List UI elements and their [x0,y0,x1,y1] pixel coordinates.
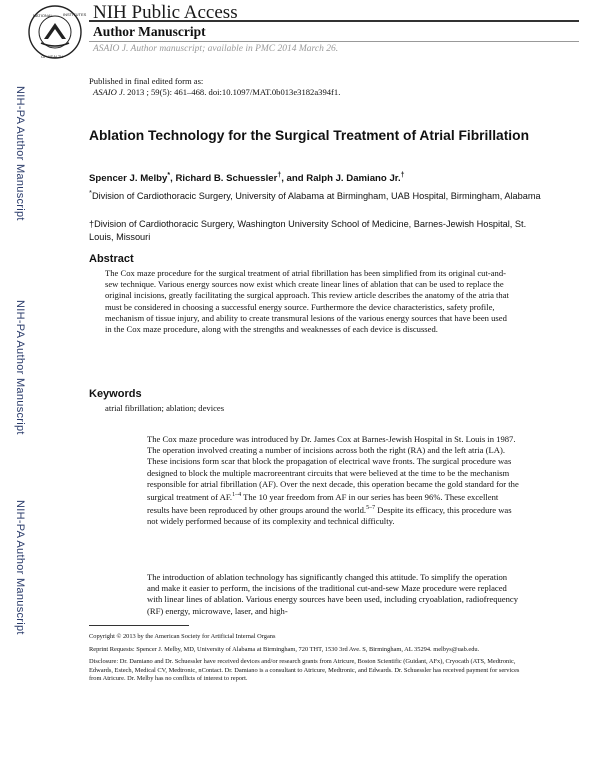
footnotes [89,633,529,688]
header-rule [89,41,579,42]
published-label: Published in final edited form as: [89,76,204,86]
side-label-bottom: NIH-PA Author Manuscript [14,500,26,635]
reference-link[interactable]: 5–7 [366,505,376,512]
svg-text:INSTITUTES: INSTITUTES [63,12,87,17]
affiliation-mark: † [89,219,95,229]
reprint-requests: Reprint Requests: Spencer J. Melby, MD, University of Alabama at Birmingham, 720 THT, 1530 3rd Ave. S, Birmingham, AL 35294. melbys@uab.edu. [89,645,480,653]
side-label-top: NIH-PA Author Manuscript [14,86,26,221]
abstract-text: The Cox maze procedure for the surgical treatment of atrial fibrillation has been simplified from its original cut-and-sew technique. Various energy sources now exist which create linear lines of ablation that can be used to replace the original incisions, greatly facilitating the surgical approach. This review article describes the anatomy of the atria that must be considered in choosing a successful energy source. Furthermore the device characteristics, safety profile, mechanism of tissue injury, and ability to create transmural lesions of the various energy sources that have been used in the Cox maze procedure, along with the strengths and weaknesses of each device is discussed. [105,268,509,335]
disclosure-note: Disclosure: Dr. Damiano and Dr. Schuessler have received devices and/or research grants from Atricure, Boston Scientific (Guidant, AFx), Cryocath (ATS, Medtronic, Edwards, Estech, Medical CV, Medtronic, nContact. Dr. Damiano is a consultant to Atricure, Medtronic, and Edwards. Dr. Schuessler has received payment for services from Atricure. Dr. Melby has no conflicts of interest to report. [89,658,520,682]
paragraph-text: The 10 year freedom from AF in our series has been 96%. These excellent results have been reproduced by other groups around the world. [147,491,499,515]
article-title: Ablation Technology for the Surgical Treatment of Atrial Fibrillation [89,128,529,143]
copyright-note: Copyright © 2013 by the American Society for Artificial Internal Organs [89,633,276,640]
side-label-middle: NIH-PA Author Manuscript [14,300,26,435]
nih-seal-logo [27,3,87,61]
footnote-rule [89,625,189,626]
svg-text:OF HEALTH: OF HEALTH [41,54,64,59]
body-paragraph-2: The introduction of ablation technology has significantly changed this attitude. To simplify the operation and make it easier to perform, the incisions of the traditional cut-and-sew Maze procedure were replaced with linear lines of ablation. Various energy sources have been used, including cryoablation, radiofrequency (RF) energy, microwave, laser, and high- [147,572,519,616]
nih-public-access-title: NIH Public Access [93,2,238,23]
abstract-heading: Abstract [89,253,134,265]
citation-details: . 2013 ; 59(5): 461–468. doi:10.1097/MAT.0b013e3182a394f1. [122,87,341,97]
keywords-heading: Keywords [89,388,142,400]
affiliation-text: Division of Cardiothoracic Surgery, Washington University School of Medicine, Barnes-Jewish Hospital, St. Louis, Missouri [89,219,527,242]
author-name: Spencer J. Melby [89,173,168,185]
author-mark: † [277,172,282,179]
affiliation-1 [89,186,549,203]
svg-text:NATIONAL: NATIONAL [33,13,53,18]
author-name: Ralph J. Damiano Jr. [306,173,401,185]
author-separator: , and [281,173,307,185]
affiliation-mark: * [89,188,92,197]
author-list [89,172,405,184]
journal-name: ASAIO J [93,87,123,97]
paragraph-text: The Cox maze procedure was introduced by Dr. James Cox at Barnes-Jewish Hospital in St. Louis in 1987. The operation involved creating a number of incisions across both the right (RA) and the left atria (LA). These incisions form scar that block the propagation of electrical wave fronts. The surgical procedure was designed to block the multiple macroreentrant circuits that were believed at the time to be the mechanism responsible for atrial fibrillation (AF). Over the next decade, this operation became the gold standard for the surgical treatment of AF. [147,434,519,502]
affiliation-text: Division of Cardiothoracic Surgery, University of Alabama at Birmingham, UAB Hospital, Birmingham, Alabama [91,191,541,202]
availability-note: ASAIO J. Author manuscript; available in PMC 2014 March 26. [93,44,339,54]
author-mark: † [400,172,405,179]
keywords-text: atrial fibrillation; ablation; devices [105,403,225,413]
affiliation-2 [89,218,549,244]
citation [93,87,340,98]
paragraph-text: Despite its efficacy, this procedure was not widely performed because of its complexity and technical difficulty. [147,504,512,527]
author-name: Richard B. Schuessler [175,173,278,185]
body-paragraph-1 [147,434,519,527]
reference-link[interactable]: 1–4 [232,492,242,499]
author-manuscript-label: Author Manuscript [93,24,206,39]
author-separator: , [170,173,176,185]
author-mark: * [167,172,171,179]
publication-info [89,76,340,98]
